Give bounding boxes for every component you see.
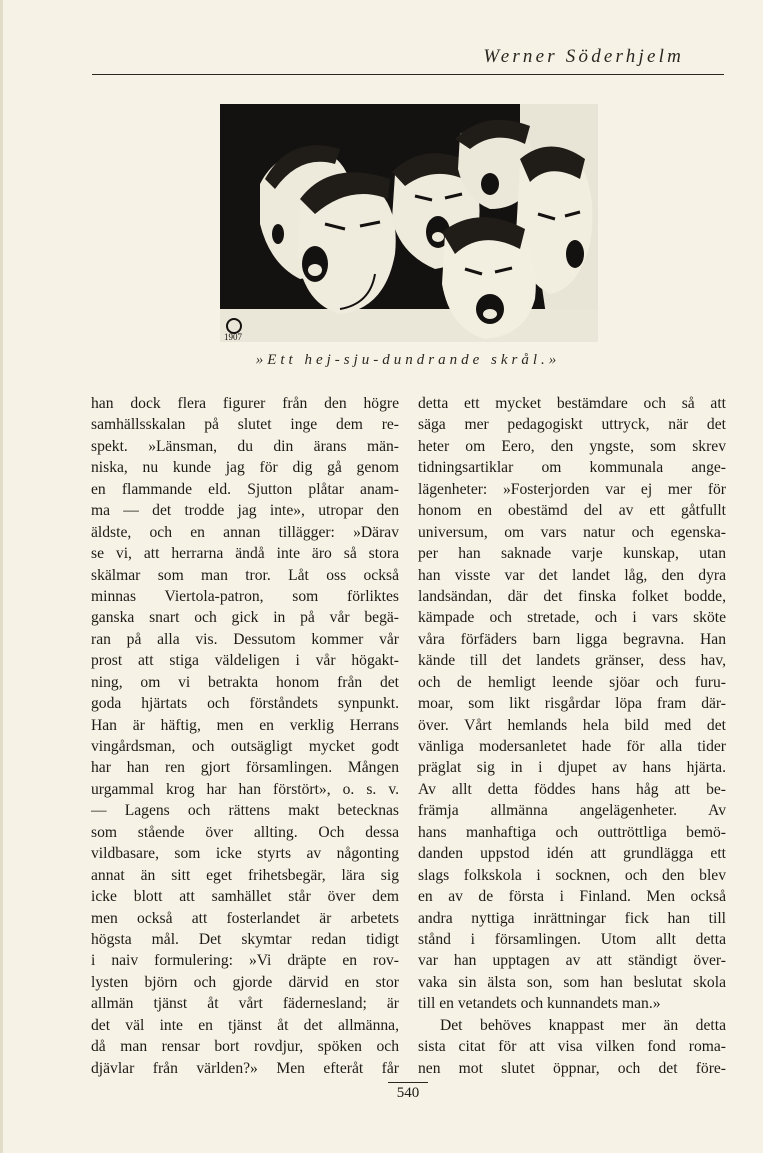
text-line: andra nyttiga inrättningar fick han till xyxy=(418,909,726,927)
running-header xyxy=(92,42,724,75)
text-line: se vi, att herrarna ändå inte äro så stora xyxy=(91,545,399,563)
text-line: annat än sitt eget frihetsbegär, lära sig xyxy=(91,866,399,884)
text-line: en flammande eld. Sjutton plåtar anam- xyxy=(91,480,399,498)
text-line: vildbasare, som icke styrts av någonting xyxy=(91,845,399,863)
text-line: äldste, och en annan tillägger: »Därav xyxy=(91,523,399,541)
woodcut-illustration xyxy=(220,104,598,342)
text-line: allmän tjänst åt vårt fädernesland; är xyxy=(91,995,399,1013)
text-line: till en vetandets och kunnandets man.» xyxy=(418,995,661,1013)
text-line: främja allmänna angelägenheter. Av xyxy=(418,802,726,820)
text-line: hans manhaftiga och outtröttliga bemö- xyxy=(418,823,726,841)
text-line: han dock flera figurer från den högre xyxy=(91,395,399,412)
text-line: nen mot slutet öppnar, och det före- xyxy=(418,1059,726,1077)
text-line: vaka sin älsta son, som han beslutat skola xyxy=(418,973,726,991)
text-line: var han upptagen av att ständigt över- xyxy=(418,952,726,970)
text-line: ganska snart och gick in på vår begä- xyxy=(91,609,399,627)
text-line: heter om Eero, den yngste, som skrev xyxy=(418,437,726,455)
text-line: ning, om vi betrakta honom från det xyxy=(91,673,399,691)
text-line: minnas Viertola-patron, som förliktes xyxy=(91,587,399,605)
text-line: — Lagens och rättens makt betecknas xyxy=(91,802,399,820)
text-line: slags folkskola i socknen, och den blev xyxy=(418,866,726,884)
text-line: sista citat för att visa vilken fond roma- xyxy=(418,1038,726,1056)
text-line: säga mer pedagogiskt uttryck, när det xyxy=(418,416,726,434)
text-line: tidningsartiklar om kommunala ange- xyxy=(418,459,726,477)
text-line: Av allt detta föddes hans håg att be- xyxy=(418,780,726,798)
running-title: Werner Söderhjelm xyxy=(483,46,684,67)
text-line: lysten björn och gjorde därvid en stor xyxy=(91,973,399,991)
right-text-column xyxy=(418,393,726,1079)
text-line: per han saknade varje kunskap, utan xyxy=(418,545,726,563)
text-line: honom en obestämd del av ett gåtfullt xyxy=(418,502,726,520)
text-line: det väl inte en tjänst åt det allmänna, xyxy=(91,1016,399,1034)
text-line: vingårdsman, och outsägligt mycket godt xyxy=(91,738,399,755)
text-line: i naiv formulering: »Vi dräpte en rov- xyxy=(91,952,399,970)
text-line: har han ren gjort församlingen. Mången xyxy=(91,759,399,777)
left-text-column xyxy=(91,393,399,1079)
text-line: spekt. »Länsman, du din ärans män- xyxy=(91,437,399,455)
text-line: våra förfäders barn ligga begravna. Han xyxy=(418,630,726,648)
text-line: danden uppstod idén att grundlägga ett xyxy=(418,845,726,863)
text-line: präglat sig in i djupet av hans hjärta. xyxy=(418,759,726,777)
text-line: skälmar som man tror. Låt oss också xyxy=(91,566,399,584)
text-line: en av de första i Finland. Men också xyxy=(418,888,726,906)
text-line: vänliga modersanletet hade för alla tider xyxy=(418,738,726,755)
text-line: ma — det trodde jag inte», utropar den xyxy=(91,502,399,520)
text-line: detta ett mycket bestämdare och så att xyxy=(418,395,726,412)
text-line: över. Vårt hemlands hela bild med det xyxy=(418,716,726,734)
text-line: ran på alla vis. Dessutom kommer vår xyxy=(91,630,399,648)
text-line: och de hemligt leende sjöar och furu- xyxy=(418,673,726,691)
page-number xyxy=(388,1082,428,1107)
text-line: lägenheter: »Fosterjorden var ej mer för xyxy=(418,480,726,498)
text-line: icke blott att samhället står över dem xyxy=(91,888,399,906)
text-line: Det behöves knappast mer än detta xyxy=(440,1016,726,1034)
text-line: kämpade och stretade, och i vars sköte xyxy=(418,609,726,627)
screaming-children-woodcut-icon xyxy=(220,104,598,342)
text-line: moar, som likt risgårdar löpa fram där- xyxy=(418,695,726,713)
text-line: då man rensar bort rovdjur, spöken och xyxy=(91,1038,399,1056)
text-line: universum, om vars natur och egenska- xyxy=(418,523,726,541)
text-line: landsändan, där det finska folket bodde, xyxy=(418,587,726,605)
text-line: kände till det landets gränser, dess hav, xyxy=(418,652,726,670)
text-line: han visste var det landet låg, den dyra xyxy=(418,566,726,584)
text-line: Han är häftig, men en verklig Herrans xyxy=(91,716,399,734)
text-line: stånd i församlingen. Utom allt detta xyxy=(418,930,726,948)
illustration-signature: 1907 xyxy=(224,332,242,342)
text-line: goda hjärtats och förståndets synpunkt. xyxy=(91,695,399,713)
text-line: högsta mål. Det skymtar redan tidigt xyxy=(91,930,399,948)
text-line: som stående över allting. Och dessa xyxy=(91,823,399,841)
text-line: urgammal krog har han förstört», o. s. v. xyxy=(91,780,399,798)
text-line: samhällsskalan på slutet inge dem re- xyxy=(91,416,399,434)
text-line: niska, nu kunde jag för dig gå genom xyxy=(91,459,399,477)
illustration-caption: »Ett hej-sju-dundrande skrål.» xyxy=(255,352,561,368)
text-line: djävlar från världen?» Men efteråt får xyxy=(91,1059,399,1077)
page-number-text: 540 xyxy=(396,1085,420,1101)
text-line: men också att fosterlandet är arbetets xyxy=(91,909,399,927)
text-line: prost att stiga väldeligen i vår högakt- xyxy=(91,652,399,670)
